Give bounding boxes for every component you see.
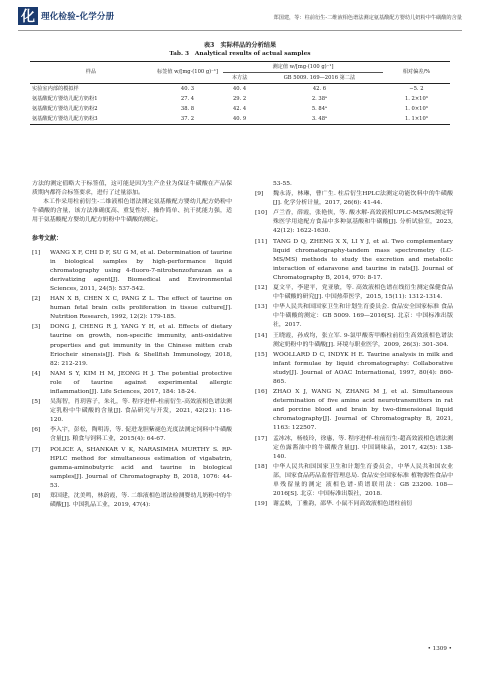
- col-this-method-header: 本方法: [223, 73, 256, 84]
- cell-label: 38. 8: [180, 105, 195, 112]
- reference-item: [255, 209, 453, 236]
- reference-item: [255, 180, 453, 189]
- body-paragraph-2: 本工作采用柱前衍生-二维液相色谱法测定氨基酸配方婴幼儿配方奶粉中牛磺酸的含量，该方法准确度高、重复性好、操作简单、抗干扰能力强，适用于氨基酸配方婴幼儿配方奶粉中牛磺酸的测定。: [32, 199, 232, 224]
- references-right: [255, 180, 453, 509]
- table-row: [30, 114, 450, 125]
- table-row: [30, 94, 450, 104]
- reference-text: WOOLLARD D C, INDYK H E. Taurine analysis in milk and infant formulae by liquid chromatography: Collaborative study[J]. Journal of AOAC International, 1997, 80(4): 860-865.: [273, 351, 453, 385]
- results-table-block: [30, 42, 450, 125]
- reference-text: 魏永涛，林琳，曹广生. 柱后衍生HPLC法测定功能饮料中的牛磺酸[J]. 化学分析计量，2017, 26(6): 41-44.: [273, 191, 453, 207]
- cell-rsd: 1. 1×10³: [383, 114, 450, 125]
- reference-item: [255, 238, 453, 283]
- reference-text: 孟冰冰，杨枝玲，徐惠，等. 程序进样-柱前衍生-超高效液相色谱法测定鱼露酱油中的牛磺酸含量[J]. 中国调味品，2017, 42(5): 138-140.: [273, 435, 453, 460]
- reference-item: [255, 388, 453, 433]
- table-row: [30, 104, 450, 114]
- page-header: [18, 6, 462, 31]
- right-column: [255, 180, 453, 510]
- reference-text: TANG D Q, ZHENG X X, LI Y J, et al. Two complementary liquid chromatography-tandem mass spectrometry (LC-MS/MS) methods to study the excretion and metabolic interaction of edaravone and taurine in rats[J]. Journal of Chromatography B, 2014, 970: 8-17.: [273, 238, 453, 281]
- cell-rsd: −5. 2: [409, 85, 424, 92]
- reference-item: [255, 303, 453, 330]
- reference-number: [3]: [32, 324, 41, 331]
- reference-item: [32, 398, 232, 425]
- reference-text: ZHAO X J, WANG N, ZHANG M J, et al. Simultaneous determination of five amino acid neurotransmitters in rat and porcine blood and brain by two-dimensional liquid chromatography[J]. Journal of Chromatography B, 2021, 1163: 122507.: [273, 389, 453, 432]
- reference-number: [13]: [255, 304, 268, 311]
- reference-number: [4]: [32, 370, 41, 377]
- reference-number: [11]: [255, 238, 268, 245]
- reference-text: 卢兰香，薛霞，张艳侠，等. 酸水解-高效液相UPLC-MS/MS测定特殊医学用途配方食品中多种氨基酸和牛磺酸[J]. 分析试验室，2023, 42(12): 1622-1630.: [273, 210, 453, 235]
- reference-item: [255, 190, 453, 208]
- cell-sample: 氨基酸配方婴幼儿配方奶粉1: [32, 95, 98, 102]
- page-number: • 1309 •: [427, 646, 452, 652]
- reference-item: [255, 284, 453, 302]
- reference-item: [32, 446, 232, 491]
- reference-number: [8]: [32, 493, 41, 499]
- journal-logo: [18, 6, 114, 26]
- reference-text: POLICE A, SHANKAR V K, NARASIMHA MURTHY S. RP-HPLC method for simultaneous estimation of vigabatrin, gamma-aminobutyric acid and taurine in biological samples[J]. Journal of Chromatography B, 2018, 1076: 44-53.: [50, 446, 232, 489]
- cell-sample: 实验室内部的模拟样: [32, 85, 79, 92]
- reference-text: 53-55.: [273, 181, 292, 187]
- cell-gb: 42. 6: [312, 85, 327, 92]
- reference-item: [32, 370, 232, 397]
- cell-this-method: 40. 4: [233, 85, 247, 92]
- col-sample-header: 样品: [30, 62, 152, 84]
- reference-number: [5]: [32, 399, 41, 406]
- reference-text: 谢孟峡，丁雅韵，邵华. 小鼠不同高效液相色谱柱前衍: [273, 501, 413, 508]
- cell-label: 37. 2: [152, 114, 223, 125]
- reference-number: [16]: [255, 389, 268, 396]
- reference-number: [14]: [255, 332, 268, 339]
- reference-item: [32, 426, 232, 444]
- reference-item: [32, 492, 232, 510]
- results-table-body: [30, 84, 450, 125]
- cell-this-method: 29. 2: [233, 95, 247, 102]
- reference-text: 王晓霞，孙成均，张立军. 9-氯甲酸芴甲酯柱前衍生高效液相色谱法测定奶粉中的牛磺酸[J]. 环境与职业医学，2009, 26(3): 301-304.: [273, 332, 453, 348]
- logo-mark-icon: 化: [18, 7, 38, 25]
- cell-label: 40. 3: [180, 85, 195, 92]
- reference-item: [255, 435, 453, 462]
- cell-rsd: 1. 0×10³: [404, 105, 428, 112]
- reference-text: HAN X B, CHEN X C, PANG Z L. The effect of taurine on human fetal brain cells proliferation in tissue culture[J]. Nutrition Research, 1992, 12(2): 179-185.: [50, 296, 232, 321]
- reference-text: 中华人民共和国国家卫生和计划生育委员会，中华人民共和国农业部，国家食品药品监督管理总局. 食品安全国家标准 植物源性食品中单残留量的测定 液相色谱-质谱联用法：GB 23200. 108—2016[S]. 北京：中国标准出版社，2018.: [273, 463, 453, 498]
- left-column: [32, 180, 232, 511]
- reference-number: [19]: [255, 501, 268, 508]
- reference-text: 夏文平，李建平，党亚敏，等. 高效液相色谱在线衍生测定保健食品中牛磺酸的研究[J]. 中国热带医学，2015, 15(11): 1312-1314.: [273, 285, 453, 301]
- reference-number: [18]: [255, 463, 268, 470]
- body-paragraph-1: 方法的测定值略大于标签值，这可能是因为生产企业为保证牛磺酸在产品保质期内都符合标签要求，进行了过量添加。: [32, 181, 232, 197]
- reference-number: [2]: [32, 296, 41, 303]
- reference-item: [32, 323, 232, 368]
- reference-number: [255, 180, 273, 189]
- reference-text: 吴海智，肖玥蓉子，朱礼，等. 程序进样-柱前衍生-高效液相色谱法测定乳粉中牛磺酸的含量[J]. 食品研究与开发，2021, 42(21): 116-120.: [50, 399, 232, 424]
- reference-number: [1]: [32, 249, 41, 256]
- col-rsd-header: 相对偏差/%: [383, 62, 450, 84]
- table-row: [30, 84, 450, 95]
- col-gb-header: GB 5009. 169—2016 第二法: [256, 73, 383, 84]
- reference-item: [255, 351, 453, 387]
- reference-number: [15]: [255, 351, 268, 358]
- reference-text: 中华人民共和国国家卫生和计划生育委员会. 食品安全国家标准 食品中牛磺酸的测定：GB 5009. 169—2016[S]. 北京：中国标准出版社，2017.: [273, 304, 453, 329]
- cell-gb: 3. 48ᵃ: [256, 114, 383, 125]
- reference-number: [9]: [255, 191, 264, 198]
- running-title: 郑国建，等：柱前衍生-二维液相色谱法测定氨基酸配方婴幼儿奶粉中牛磺酸的含量: [273, 15, 462, 21]
- reference-item: [32, 295, 232, 322]
- references-left: [32, 249, 232, 511]
- col-label-header: 标签值 w/[mg·(100 g)⁻¹]: [152, 62, 223, 84]
- reference-text: 李入宇，彭松，陶明涛，等. 促进龙胆紫褪色光度法测定饲料中牛磺酸含量[J]. 粮食与饲料工业，2015(4): 64-67.: [50, 427, 232, 443]
- reference-text: 郑国建，沈美鸣，林蔚霞，等. 二维液相色谱法检测婴幼儿奶粉中的牛磺酸[J]. 中国乳品工业，2019, 47(4):: [50, 493, 232, 509]
- reference-item: [32, 249, 232, 294]
- reference-text: DONG J, CHENG R J, YANG Y H, et al. Effects of dietary taurine on growth, non-specific immunity, anti-oxidative properties and gut immunity in the Chinese mitten crab Eriocheir sinensis[J]. Fish & Shellfish Immunology, 2018, 82: 212-219.: [50, 324, 232, 367]
- reference-item: [255, 332, 453, 350]
- table-title-cn: 表3 实际样品的分析结果: [203, 42, 277, 49]
- references-heading: 参考文献：: [32, 235, 63, 243]
- reference-item: [255, 500, 453, 509]
- cell-sample: 氨基酸配方婴幼儿配方奶粉2: [32, 105, 98, 112]
- cell-gb: 5. 84ᵃ: [311, 105, 328, 112]
- cell-gb: 2. 38ᵃ: [311, 95, 328, 102]
- reference-number: [6]: [32, 427, 41, 434]
- reference-number: [7]: [32, 446, 41, 453]
- cell-rsd: 1. 2×10³: [404, 95, 428, 102]
- reference-number: [17]: [255, 435, 268, 442]
- results-table: [30, 61, 450, 125]
- reference-text: NAM S Y, KIM H M, JEONG H J. The potential protective role of taurine against experimental allergic inflammation[J]. Life Sciences, 2017, 184: 18-24.: [50, 370, 232, 395]
- reference-text: WANG X F, CHI D F, SU G M, et al. Determination of taurine in biological samples by high-performance liquid chromatography using 4-fluoro-7-nitrobenzofurazan as a derivatizing agent[J]. Biomedical and Environmental Sciences, 2011, 24(5): 537-542.: [50, 249, 232, 292]
- reference-number: [10]: [255, 210, 268, 217]
- table-title-en: Tab. 3 Analytical results of actual samples: [169, 51, 311, 57]
- cell-this-method: 42. 4: [233, 105, 247, 112]
- col-measured-header: 测定值 w/[mg·(100 g)⁻¹]: [223, 62, 383, 73]
- reference-number: [12]: [255, 285, 268, 292]
- cell-label: 27. 4: [180, 95, 195, 102]
- cell-sample: 氨基酸配方婴幼儿配方奶粉3: [30, 114, 152, 125]
- journal-name: 理化检验-化学分册: [41, 12, 115, 22]
- cell-this-method: 40. 9: [223, 114, 256, 125]
- reference-item: [255, 463, 453, 499]
